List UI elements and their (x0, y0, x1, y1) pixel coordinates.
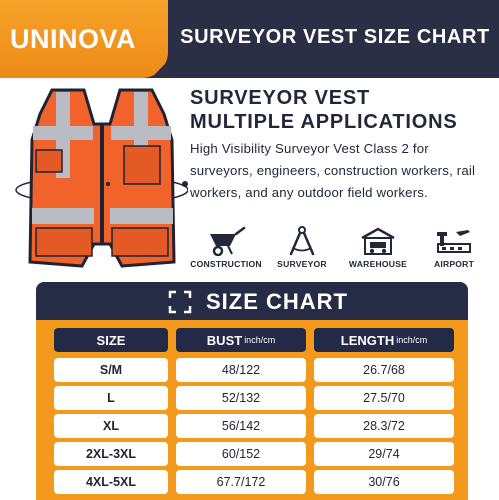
table-row-bust: 48/122 (176, 358, 306, 382)
product-description: High Visibility Surveyor Vest Class 2 for surveyors, engineers, construction workers, rail workers, and any outdoor field workers. (190, 141, 476, 200)
table-row-bust: 60/152 (176, 442, 306, 466)
application-label: AIRPORT (433, 259, 475, 269)
column-header-length-unit: inch/cm (396, 335, 428, 345)
table-row-size: 4XL-5XL (54, 470, 168, 494)
headline-line-2: MULTIPLE APPLICATIONS (190, 111, 458, 133)
warehouse-icon (358, 226, 398, 256)
headline-line-1: SURVEYOR VEST (190, 87, 371, 109)
vest-pocket-left (36, 150, 62, 172)
table-row-size: XL (54, 414, 168, 438)
table-row-size: 2XL-3XL (54, 442, 168, 466)
airport-icon (434, 226, 474, 256)
size-chart-table (36, 320, 468, 500)
column-header-length (314, 328, 454, 352)
product-headline (190, 86, 490, 134)
table-row-bust: 52/132 (176, 386, 306, 410)
vest-illustration (14, 84, 188, 274)
table-row-bust: 67.7/172 (176, 470, 306, 494)
table-row-size: L (54, 386, 168, 410)
header-bar (0, 0, 499, 78)
measure-frame-icon (168, 290, 192, 314)
vest-pocket-bottom-left (36, 228, 92, 256)
table-row-length: 30/76 (314, 470, 454, 494)
vest-band-waist-left (32, 208, 94, 224)
vest-zipper (100, 124, 104, 244)
applications-row (186, 226, 496, 276)
column-header-bust-label: BUST (206, 332, 243, 348)
column-header-size-label: SIZE (96, 332, 126, 348)
page-title: SURVEYOR VEST SIZE CHART (180, 26, 490, 48)
wheelbarrow-icon (206, 226, 246, 256)
application-label: CONSTRUCTION (190, 259, 262, 269)
vest-band-chest-right (111, 126, 171, 140)
application-construction (186, 226, 266, 276)
brand-logo: UNINOVA (10, 24, 137, 54)
application-warehouse (338, 226, 418, 276)
application-surveyor (262, 226, 342, 276)
column-header-length-label: LENGTH (340, 332, 395, 348)
table-row-length: 26.7/68 (314, 358, 454, 382)
application-airport (414, 226, 494, 276)
application-label: WAREHOUSE (348, 259, 408, 269)
column-header-size (54, 328, 168, 352)
size-chart-header (36, 282, 468, 320)
table-row-length: 28.3/72 (314, 414, 454, 438)
column-header-bust (176, 328, 306, 352)
application-label: SURVEYOR (277, 259, 327, 269)
vest-pocket-bottom-right (112, 228, 168, 256)
vest-band-chest-left (33, 126, 93, 140)
table-row-length: 29/74 (314, 442, 454, 466)
vest-image (14, 84, 188, 274)
vest-pocket-right (124, 146, 160, 184)
size-chart-title: SIZE CHART (206, 289, 348, 314)
table-row-bust: 56/142 (176, 414, 306, 438)
compass-icon (282, 226, 322, 256)
table-row-size: S/M (54, 358, 168, 382)
table-row-length: 27.5/70 (314, 386, 454, 410)
vest-band-waist-right (110, 208, 173, 224)
column-header-bust-unit: inch/cm (244, 335, 276, 345)
